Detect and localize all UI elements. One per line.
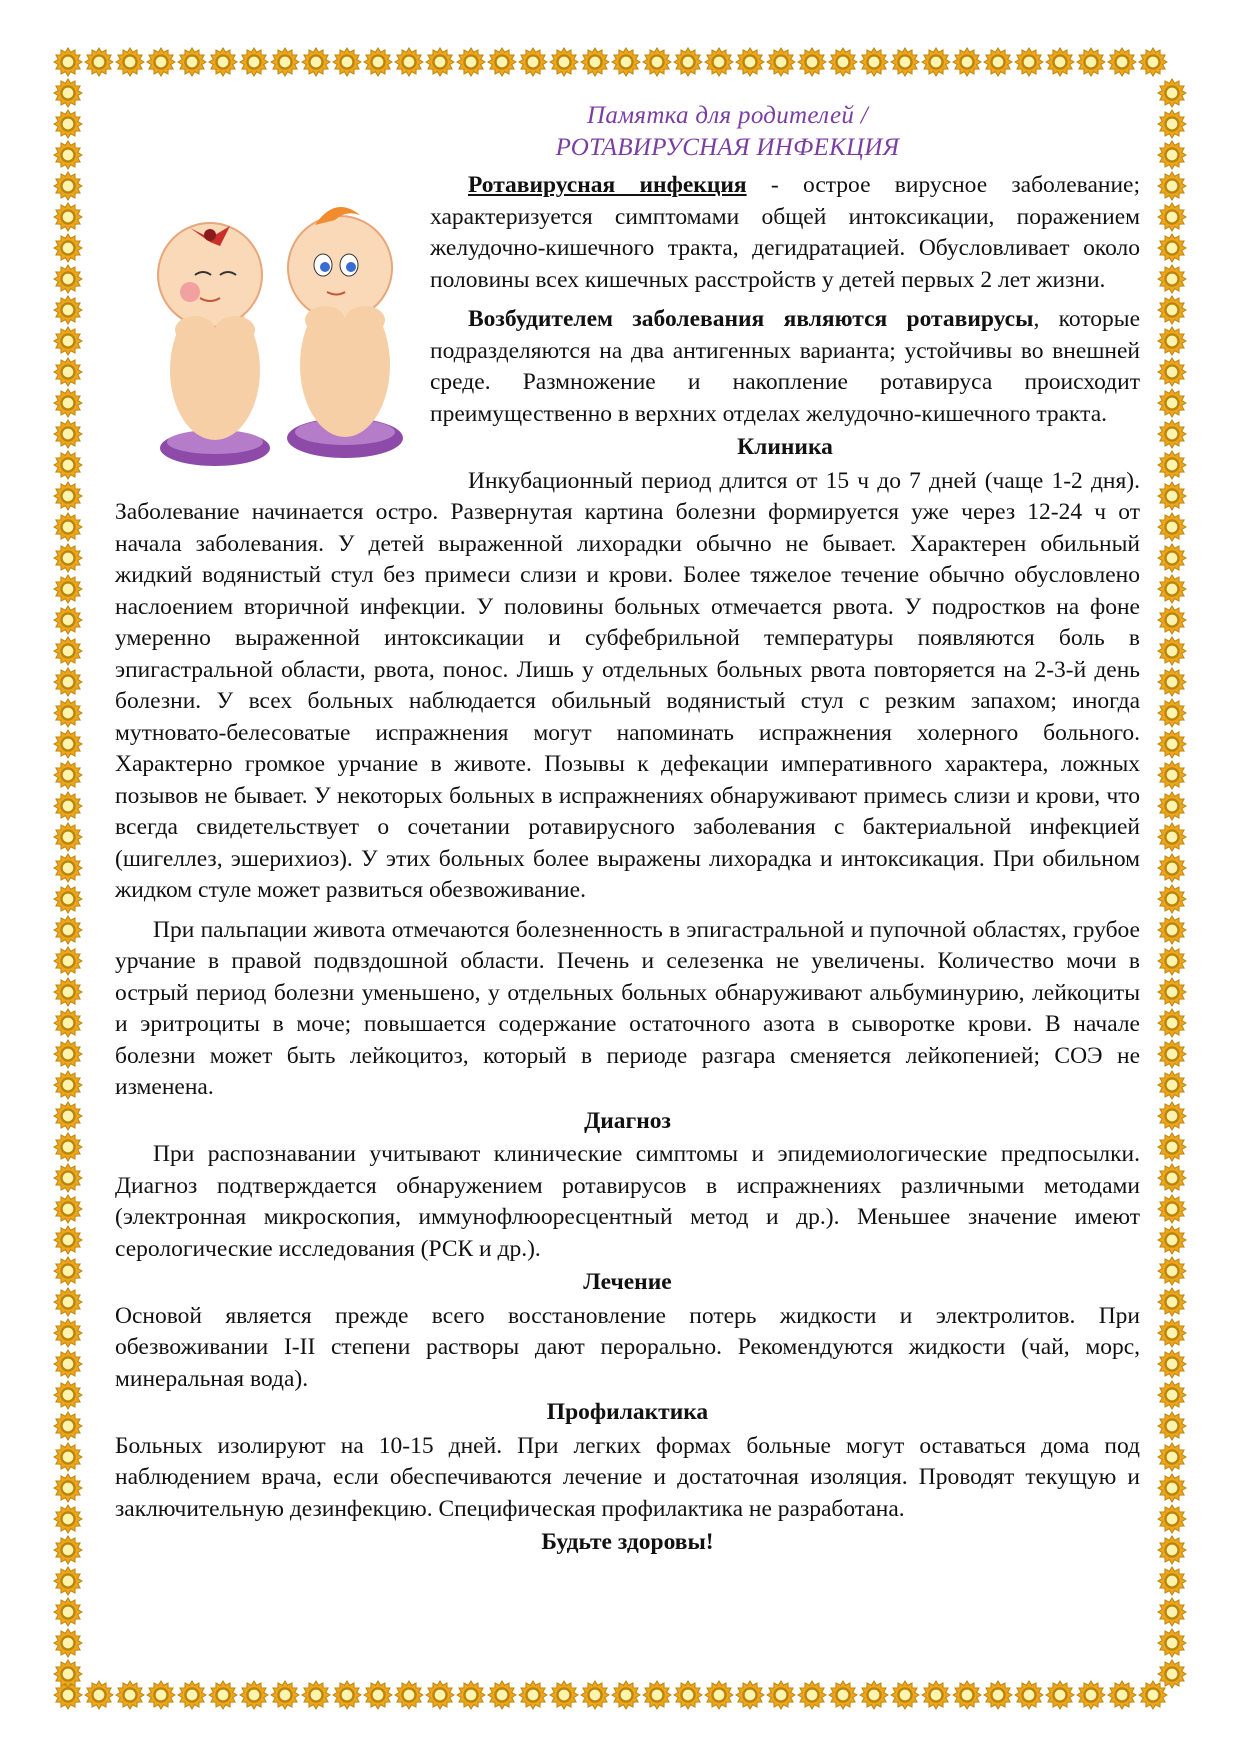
babies-on-potty-illustration — [135, 180, 420, 480]
sun-icon — [1158, 1288, 1186, 1316]
sun-icon — [395, 1681, 423, 1709]
sun-icon — [147, 1681, 175, 1709]
sun-icon — [54, 885, 82, 913]
sun-icon — [891, 48, 919, 76]
sun-icon — [1158, 420, 1186, 448]
sun-icon — [1158, 358, 1186, 386]
sun-icon — [54, 1257, 82, 1285]
sun-icon — [54, 1536, 82, 1564]
sun-icon — [1158, 823, 1186, 851]
sun-icon — [1158, 141, 1186, 169]
sun-icon — [1158, 916, 1186, 944]
sun-icon — [1158, 513, 1186, 541]
sun-icon — [54, 730, 82, 758]
sun-icon — [1158, 1009, 1186, 1037]
sun-icon — [922, 48, 950, 76]
sun-icon — [1158, 1536, 1186, 1564]
sun-icon — [1158, 1505, 1186, 1533]
sun-icon — [984, 1681, 1012, 1709]
sun-icon — [519, 48, 547, 76]
sun-icon — [1158, 79, 1186, 107]
sun-icon — [54, 1412, 82, 1440]
sun-icon — [54, 823, 82, 851]
sun-icon — [54, 854, 82, 882]
sun-icon — [1158, 1133, 1186, 1161]
sun-icon — [426, 48, 454, 76]
sun-icon — [54, 296, 82, 324]
sun-icon — [333, 1681, 361, 1709]
sun-icon — [54, 1195, 82, 1223]
sun-icon — [488, 1681, 516, 1709]
closing-text: Будьте здоровы! — [541, 1529, 714, 1555]
sun-icon — [1158, 172, 1186, 200]
sun-icon — [54, 544, 82, 572]
sun-icon — [612, 48, 640, 76]
intro-term: Ротавирусная инфекция — [468, 172, 747, 198]
sun-icon — [1158, 327, 1186, 355]
sun-icon — [1158, 947, 1186, 975]
sun-icon — [54, 1443, 82, 1471]
sun-icon — [1158, 730, 1186, 758]
sun-icon — [240, 48, 268, 76]
sun-icon — [364, 1681, 392, 1709]
sun-icon — [1158, 482, 1186, 510]
sun-icon — [1158, 1598, 1186, 1626]
sun-icon — [798, 48, 826, 76]
sun-icon — [829, 1681, 857, 1709]
sun-icon — [612, 1681, 640, 1709]
sun-icon — [1158, 1164, 1186, 1192]
sun-icon — [798, 1681, 826, 1709]
sun-icon — [54, 1226, 82, 1254]
diagnosis-paragraph: При распознавании учитывают клинические симптомы и эпидемиологические предпосылки. Диагноз подтверждается обнаружением ротавирусов в испражнениях различными методами (электронная микроскопия, иммунофлюоресцентный метод и др.). Меньшее значение имеют серологические исследования (РСК и др.). — [115, 1141, 1140, 1262]
sun-icon — [1158, 265, 1186, 293]
sun-icon — [953, 48, 981, 76]
diagnosis-heading: Диагноз — [584, 1107, 671, 1134]
sun-icon — [54, 1474, 82, 1502]
sun-icon — [1158, 699, 1186, 727]
sun-icon — [829, 48, 857, 76]
sun-icon — [550, 48, 578, 76]
sun-icon — [1158, 885, 1186, 913]
sun-icon — [1108, 48, 1136, 76]
sun-icon — [1158, 110, 1186, 138]
sun-icon — [1158, 451, 1186, 479]
sun-icon — [240, 1681, 268, 1709]
sun-icon — [736, 48, 764, 76]
sun-icon — [54, 1660, 82, 1688]
sun-icon — [54, 327, 82, 355]
sun-icon — [54, 234, 82, 262]
sun-icon — [54, 1350, 82, 1378]
sun-icon — [54, 575, 82, 603]
clinic-paragraph-1: Инкубационный период длится от 15 ч до 7 дней (чаще 1-2 дня). Заболевание начинается остро. Развернутая картина болезни формируется уже через 12-24 ч от начала заболевания. У детей выраженной лихорадки обычно не бывает. Характерен обильный жидкий водянистый стул без примеси слизи и крови. Более тяжелое течение обычно обусловлено наслоением вторичной инфекции. У половины больных отмечается рвота. У подростков на фоне умеренно выраженной интоксикации и субфебрильной температуры появляются боль в эпигастральной области, рвота, понос. Лишь у отдельных больных рвота повторяется на 2-3-й день болезни. У всех больных наблюдается обильный водянистый стул с резким запахом; иногда мутновато-белесоватые испражнения могут напоминать испражнения холерного больного. Характерно громкое урчание в животе. Позывы к дефекации императивного характера, ложных позывов не бывает. У некоторых больных в испражнениях обнаруживают примесь слизи и крови, что всегда свидетельствует о сочетании ротавирусного заболевания с бактериальной инфекцией (шигеллез, эшерихиоз). У этих больных более выражены лихорадка и интоксикация. При обильном жидком стуле может развиться обезвоживание. — [115, 467, 1140, 903]
sun-icon — [1158, 296, 1186, 324]
sun-icon — [54, 761, 82, 789]
sun-icon — [54, 1381, 82, 1409]
sun-icon — [54, 451, 82, 479]
sun-icon — [364, 48, 392, 76]
sun-icon — [1158, 1474, 1186, 1502]
sun-icon — [519, 1681, 547, 1709]
sun-icon — [271, 1681, 299, 1709]
sun-icon — [860, 48, 888, 76]
sun-icon — [85, 1681, 113, 1709]
sun-icon — [54, 172, 82, 200]
sun-icon — [54, 916, 82, 944]
sun-icon — [54, 482, 82, 510]
sun-icon — [54, 110, 82, 138]
sun-icon — [54, 1567, 82, 1595]
sun-icon — [1015, 48, 1043, 76]
sun-icon — [54, 637, 82, 665]
sun-icon — [767, 1681, 795, 1709]
sun-icon — [1158, 1350, 1186, 1378]
sun-icon — [54, 1009, 82, 1037]
sun-icon — [54, 947, 82, 975]
sun-icon — [1139, 48, 1167, 76]
sun-icon — [1158, 544, 1186, 572]
sun-icon — [1158, 1102, 1186, 1130]
sun-icon — [54, 606, 82, 634]
sun-icon — [1046, 1681, 1074, 1709]
sun-icon — [1015, 1681, 1043, 1709]
sun-icon — [54, 265, 82, 293]
sun-icon — [54, 792, 82, 820]
sun-icon — [1158, 1226, 1186, 1254]
sun-icon — [54, 1071, 82, 1099]
sun-icon — [54, 1102, 82, 1130]
sun-icon — [54, 358, 82, 386]
sun-icon — [54, 48, 82, 76]
sun-icon — [1077, 48, 1105, 76]
treatment-paragraph: Основой является прежде всего восстановление потерь жидкости и электролитов. При обезвоживании I-II степени растворы дают перорально. Рекомендуются жидкости (чай, морс, минеральная вода). — [115, 1302, 1140, 1392]
sun-icon — [54, 699, 82, 727]
sun-icon — [54, 1288, 82, 1316]
intro-text: - острое вирусное заболевание; характеризуется симптомами общей интоксикации, поражением желудочно-кишечного тракта, дегидратацией. Обусловливает около половины всех кишечных расстройств у детей первых 2 лет жизни. — [430, 172, 1140, 293]
sun-icon — [1158, 1071, 1186, 1099]
sun-icon — [891, 1681, 919, 1709]
sun-icon — [581, 1681, 609, 1709]
sun-icon — [54, 1505, 82, 1533]
sun-icon — [147, 48, 175, 76]
clinic-heading: Клиника — [737, 434, 833, 460]
sun-icon — [271, 48, 299, 76]
sun-icon — [1158, 1257, 1186, 1285]
sun-icon — [54, 513, 82, 541]
sun-icon — [54, 141, 82, 169]
sun-icon — [54, 79, 82, 107]
sun-icon — [984, 48, 1012, 76]
sun-icon — [860, 1681, 888, 1709]
sun-icon — [54, 1040, 82, 1068]
leaflet-header — [315, 100, 1140, 164]
header-line-2: РОТАВИРУСНАЯ ИНФЕКЦИЯ — [555, 134, 900, 161]
clinic-paragraph-2: При пальпации живота отмечаются болезненность в эпигастральной и пупочной областях, грубое урчание в правой подвздошной области. Печень и селезенка не увеличены. Количество мочи в острый период болезни уменьшено, у отдельных больных обнаруживают альбуминурию, лейкоциты и эритроциты в моче; повышается содержание остаточного азота в сыворотке крови. В начале болезни может быть лейкоцитоз, который в периоде разгара сменяется лейкопенией; СОЭ не изменена. — [115, 916, 1140, 1100]
sun-icon — [1158, 1040, 1186, 1068]
sun-icon — [1139, 1681, 1167, 1709]
sun-icon — [488, 48, 516, 76]
sun-icon — [1158, 234, 1186, 262]
sun-icon — [1158, 1381, 1186, 1409]
sun-icon — [953, 1681, 981, 1709]
sun-icon — [302, 48, 330, 76]
sun-icon — [1158, 668, 1186, 696]
sun-icon — [1158, 1443, 1186, 1471]
sun-icon — [1158, 1195, 1186, 1223]
sun-icon — [54, 1133, 82, 1161]
sun-icon — [1158, 203, 1186, 231]
sun-icon — [705, 48, 733, 76]
sun-icon — [643, 48, 671, 76]
sun-icon — [54, 668, 82, 696]
sun-icon — [1158, 1412, 1186, 1440]
sun-icon — [705, 1681, 733, 1709]
treatment-heading: Лечение — [583, 1269, 672, 1295]
sun-icon — [1158, 389, 1186, 417]
sun-icon — [178, 48, 206, 76]
sun-icon — [457, 1681, 485, 1709]
sun-icon — [54, 1598, 82, 1626]
sun-icon — [1158, 575, 1186, 603]
sun-icon — [643, 1681, 671, 1709]
header-line-1: Памятка для родителей / — [587, 102, 868, 129]
sun-icon — [1158, 1629, 1186, 1657]
sun-icon — [116, 48, 144, 76]
sun-icon — [333, 48, 361, 76]
sun-icon — [1158, 978, 1186, 1006]
sun-icon — [1046, 48, 1074, 76]
sun-icon — [767, 48, 795, 76]
sun-icon — [1077, 1681, 1105, 1709]
leaflet-content — [115, 100, 1140, 1561]
sun-icon — [1158, 761, 1186, 789]
sun-icon — [1158, 792, 1186, 820]
agent-text: , которые подразделяются на два антигенных варианта; устойчивы во внешней среде. Размножение и накопление ротавируса происходит преимущественно в верхних отделах желудочно-кишечного тракта. — [430, 306, 1141, 427]
sun-icon — [1158, 1567, 1186, 1595]
sun-icon — [395, 48, 423, 76]
sun-icon — [54, 1164, 82, 1192]
sun-icon — [209, 1681, 237, 1709]
sun-icon — [736, 1681, 764, 1709]
sun-icon — [54, 389, 82, 417]
sun-icon — [54, 1319, 82, 1347]
sun-icon — [550, 1681, 578, 1709]
sun-icon — [302, 1681, 330, 1709]
prevention-paragraph: Больных изолируют на 10-15 дней. При легких формах больные могут оставаться дома под наблюдением врача, если обеспечиваются лечение и достаточная изоляция. Проводят текущую и заключительную дезинфекцию. Специфическая профилактика не разработана. — [115, 1432, 1140, 1522]
sun-icon — [426, 1681, 454, 1709]
sun-icon — [1108, 1681, 1136, 1709]
sun-icon — [209, 48, 237, 76]
sun-icon — [54, 1629, 82, 1657]
sun-icon — [457, 48, 485, 76]
sun-icon — [581, 48, 609, 76]
sun-icon — [1158, 1660, 1186, 1688]
agent-bold: Возбудителем заболевания являются ротавирусы — [468, 306, 1034, 332]
sun-icon — [54, 203, 82, 231]
sun-icon — [674, 48, 702, 76]
sun-icon — [54, 978, 82, 1006]
sun-icon — [1158, 854, 1186, 882]
sun-icon — [922, 1681, 950, 1709]
prevention-heading: Профилактика — [546, 1399, 709, 1425]
sun-icon — [1158, 1319, 1186, 1347]
sun-icon — [85, 48, 113, 76]
sun-icon — [116, 1681, 144, 1709]
sun-icon — [178, 1681, 206, 1709]
sun-icon — [1158, 606, 1186, 634]
sun-icon — [1158, 637, 1186, 665]
sun-icon — [54, 420, 82, 448]
sun-icon — [674, 1681, 702, 1709]
